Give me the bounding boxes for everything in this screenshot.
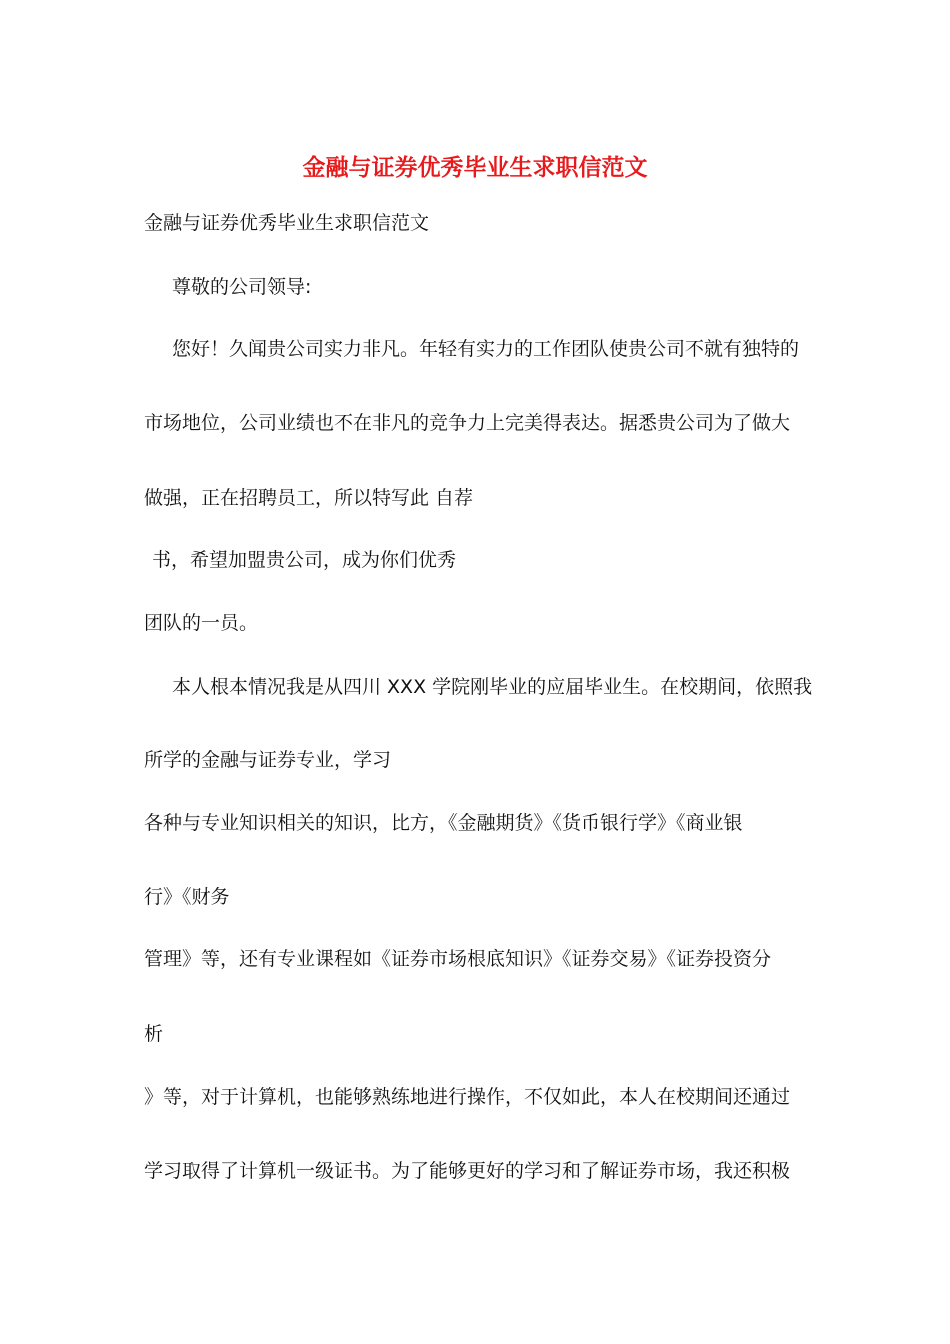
document-title: 金融与证券优秀毕业生求职信范文 <box>302 154 648 181</box>
body-line: 书，希望加盟贵公司，成为你们优秀 <box>152 549 457 571</box>
body-line: 所学的金融与证券专业，学习 <box>144 749 392 771</box>
body-line: 做强，正在招聘员工，所以特写此 自荐 <box>144 487 474 509</box>
body-line: 本人根本情况我是从四川 XXX 学院刚毕业的应届毕业生。在校期间，依照我 <box>172 676 813 698</box>
body-line: 市场地位，公司业绩也不在非凡的竞争力上完美得表达。据悉贵公司为了做大 <box>144 412 791 434</box>
body-line: 您好！久闻贵公司实力非凡。年轻有实力的工作团队使贵公司不就有独特的 <box>172 338 800 360</box>
body-line: 团队的一员。 <box>144 612 259 634</box>
salutation-line: 尊敬的公司领导: <box>172 276 312 298</box>
body-line: 各种与专业知识相关的知识，比方，《金融期货》《货币银行学》《商业银 <box>144 812 743 834</box>
body-line: 学习取得了计算机一级证书。为了能够更好的学习和了解证券市场，我还积极 <box>144 1160 791 1182</box>
body-line: 》等，对于计算机，也能够熟练地进行操作，不仅如此，本人在校期间还通过 <box>144 1086 791 1108</box>
body-line: 行》《财务 <box>144 886 230 908</box>
body-line: 析 <box>144 1023 164 1045</box>
body-line: 管理》等，还有专业课程如《证券市场根底知识》《证券交易》《证券投资分 <box>144 948 772 970</box>
subtitle-line: 金融与证券优秀毕业生求职信范文 <box>144 212 430 234</box>
